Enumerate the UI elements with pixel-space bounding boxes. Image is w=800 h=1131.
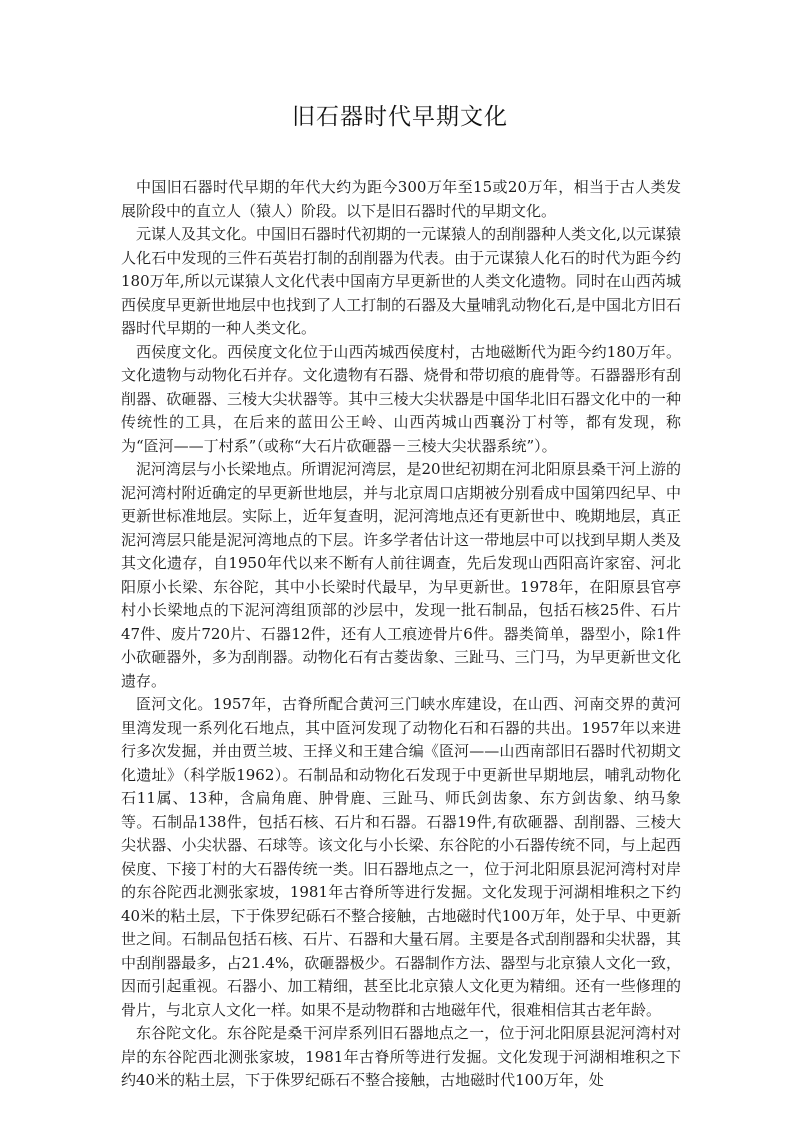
page-title: 旧石器时代早期文化	[292, 104, 508, 130]
paragraph-donggutuo: 东谷陀文化。东谷陀是桑干河岸系列旧石器地点之一，位于河北阳原县泥河湾村对岸的东谷陀西北测张家坡，1981年古脊所等进行发掘。文化发现于河湖相堆积之下约40米的粘土层，下于侏罗纪砾石不整合接触，古地磁时代100万年，处	[121, 1024, 681, 1089]
paragraph-intro: 中国旧石器时代早期的年代大约为距今300万年至15或20万年，相当于古人类发展阶段中的直立人（猿人）阶段。以下是旧石器时代的早期文化。	[121, 178, 681, 220]
paragraph-xihoudu: 西侯度文化。西侯度文化位于山西芮城西侯度村，古地磁断代为距今约180万年。文化遗物与动物化石并存。文化遗物有石器、烧骨和带切痕的鹿骨等。石器器形有刮削器、砍砸器、三棱大尖状器等。其中三棱大尖状器是中国华北旧石器文化中的一种传统性的工具，在后来的蓝田公王岭、山西芮城山西襄汾丁村等，都有发现，称为“匼河——丁村系”（或称“大石片砍砸器－三棱大尖状器系统”）。	[121, 342, 681, 455]
document-body	[121, 176, 681, 1093]
paragraph-yuanmou: 元谋人及其文化。中国旧石器时代初期的一元谋猿人的刮削器种人类文化,以元谋猿人化石中发现的三件石英岩打制的刮削器为代表。由于元谋猿人化石的时代为距今约180万年,所以元谋猿人文化代表中国南方早更新世的人类文化遗物。同时在山西芮城西侯度早更新世地层中也找到了人工打制的石器及大量哺乳动物化石,是中国北方旧石器时代早期的一种人类文化。	[121, 225, 681, 337]
paragraph-kehe: 匼河文化。1957年，古脊所配合黄河三门峡水库建设，在山西、河南交界的黄河里湾发现一系列化石地点，其中匼河发现了动物化石和石器的共出。1957年以来进行多次发掘，并由贾兰坡、王择义和王建合编《匼河——山西南部旧石器时代初期文化遗址》（科学版1962）。石制品和动物化石发现于中更新世早期地层，哺乳动物化石11属、13种，含扁角鹿、肿骨鹿、三趾马、师氏剑齿象、东方剑齿象、纳马象等。石制品138件，包括石核、石片和石器。石器19件,有砍砸器、刮削器、三棱大尖状器、小尖状器、石球等。该文化与小长梁、东谷陀的小石器传统不同，与上起西侯度、下接丁村的大石器传统一类。旧石器地点之一，位于河北阳原县泥河湾村对岸的东谷陀西北测张家坡，1981年古脊所等进行发掘。文化发现于河湖相堆积之下约40米的粘土层，下于侏罗纪砾石不整合接触，古地磁时代100万年，处于早、中更新世之间。石制品包括石核、石片、石器和大量石屑。主要是各式刮削器和尖状器，其中刮削器最多，占21.4%，砍砸器极少。石器制作方法、器型与北京猿人文化一致，因而引起重视。石器小、加工精细，甚至比北京猿人文化更为精细。还有一些修理的骨片，与北京人文化一样。如果不是动物群和古地磁年代，很难相信其古老年龄。	[121, 695, 681, 1019]
paragraph-nihewan: 泥河湾层与小长梁地点。所谓泥河湾层，是20世纪初期在河北阳原县桑干河上游的泥河湾村附近确定的早更新世地层，并与北京周口店期被分别看成中国第四纪早、中更新世标准地层。实际上，近年复查明，泥河湾地点还有更新世中、晚期地层，真正泥河湾层只能是泥河湾地点的下层。许多学者估计这一带地层中可以找到早期人类及其文化遗存，自1950年代以来不断有人前往调查，先后发现山西阳高许家窑、河北阳原小长梁、东谷陀，其中小长梁时代最早，为早更新世。1978年，在阳原县官亭村小长梁地点的下泥河湾组顶部的沙层中，发现一批石制品，包括石核25件、石片47件、废片720片、石器12件，还有人工痕迹骨片6件。器类简单，器型小，除1件小砍砸器外，多为刮削器。动物化石有古菱齿象、三趾马、三门马，为早更新世文化遗存。	[121, 460, 681, 690]
